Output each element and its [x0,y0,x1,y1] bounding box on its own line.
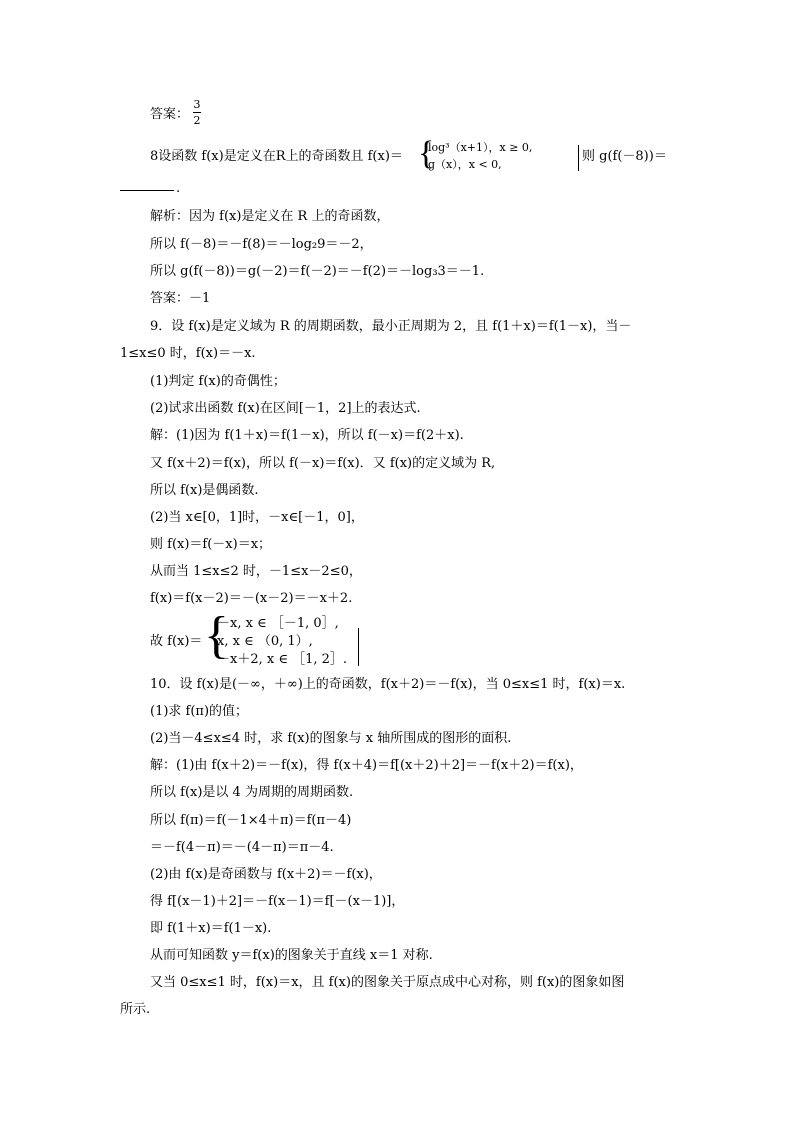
answer-7-label: 答案： [150,107,190,122]
problem-9-solution-7: f(x)＝f(x－2)＝－(x－2)＝－x＋2. [150,591,353,606]
problem-9-question-1: 9．设 f(x)是定义域为 R 的周期函数，最小正周期为 2，且 f(1＋x)＝f(1－x)，当－ [150,319,632,334]
problem-9-question-2: 1≤x≤0 时，f(x)＝－x. [120,346,256,361]
problem-10-solution-1: 解：(1)由 f(x＋2)＝－f(x)，得 f(x＋4)＝f[(x＋2)＋2]＝－f(x＋2)＝f(x)， [150,758,583,773]
problem-9-question-4: (2)试求出函数 f(x)在区间[－1，2]上的表达式. [150,401,421,416]
problem-10-solution-8: 从而可知函数 y＝f(x)的图象关于直线 x＝1 对称. [150,948,433,963]
problem-10-solution-9: 又当 0≤x≤1 时，f(x)＝x，且 f(x)的图象关于原点成中心对称，则 f(x)的图象如图 [150,975,625,990]
problem-10-solution-6: 得 f[(x－1)＋2]＝－f(x－1)＝f[－(x－1)]， [150,894,405,909]
answer-blank [120,190,174,191]
problem-9-question-3: (1)判定 f(x)的奇偶性； [150,374,286,389]
problem-8-answer: 答案：－1 [150,291,211,306]
piecewise-brace: { [418,135,435,172]
problem-10-solution-5: (2)由 f(x)是奇函数与 f(x＋2)＝－f(x)， [150,867,382,882]
problem-9-solution-5: 则 f(x)＝f(－x)＝x； [150,537,272,552]
problem-9-solution-4: (2)当 x∈[0，1]时，－x∈[－1，0]， [150,510,364,525]
problem-8-solution-2: 所以 f(－8)＝－f(8)＝－log₂9＝－2， [150,237,373,252]
fraction-denominator: 2 [193,114,201,127]
problem-10-solution-4: ＝－f(4－π)＝－(4－π)＝π－4. [150,840,334,855]
problem-9-solution-1: 解：(1)因为 f(1＋x)＝f(1－x)，所以 f(－x)＝f(2＋x). [150,428,464,443]
piecewise-case-2: g（x），x < 0, [428,158,502,171]
problem-10-question-2: (1)求 f(π)的值； [150,704,249,719]
problem-8-solution-1: 解析：因为 f(x)是定义在 R 上的奇函数， [150,209,390,224]
problem-9-solution-2: 又 f(x＋2)＝f(x)，所以 f(－x)＝f(x)．又 f(x)的定义域为 R, [150,456,496,471]
problem-10-solution-2: 所以 f(x)是以 4 为周期的周期函数. [150,785,354,800]
problem-9-solution-3: 所以 f(x)是偶函数. [150,483,259,498]
problem-10-question-1: 10．设 f(x)是(－∞，＋∞)上的奇函数，f(x＋2)＝－f(x)，当 0≤x≤1 时，f(x)＝x. [150,677,626,692]
piecewise-right-bar [358,628,359,666]
problem-8-solution-3: 所以 g(f(－8))＝g(－2)＝f(－2)＝－f(2)＝－log₃3＝－1. [150,264,485,279]
problem-9-piecewise-lead: 故 f(x)＝ [150,634,203,649]
problem-10-solution-7: 即 f(1＋x)＝f(1－x). [150,921,272,936]
problem-10-question-3: (2)当－4≤x≤4 时，求 f(x)的图象与 x 轴所围成的图形的面积. [150,731,512,746]
problem-8-intro: 8设函数 f(x)是定义在R上的奇函数且 f(x)＝ [150,149,403,164]
answer-7-fraction [193,98,201,127]
problem-10-solution-3: 所以 f(π)＝f(－1×4＋π)＝f(π－4) [150,813,352,828]
piecewise-case-2: x, x ∈ （0, 1）, [217,634,313,649]
fraction-numerator: 3 [193,98,201,111]
piecewise-brace: { [204,607,229,664]
piecewise-case-3: －x＋2, x ∈ ［1, 2］. [217,652,348,667]
piecewise-case-1: log³（x+1），x ≥ 0, [428,141,533,154]
fraction-bar [193,112,201,113]
problem-8-period: . [176,181,181,196]
piecewise-right-bar [578,145,579,171]
problem-10-solution-10: 所示. [120,1002,151,1017]
problem-8-tail: 则 g(f(－8))＝ [582,149,667,164]
problem-9-solution-6: 从而当 1≤x≤2 时，－1≤x－2≤0， [150,564,362,579]
piecewise-case-1: －x, x ∈ ［－1, 0］, [217,616,339,631]
